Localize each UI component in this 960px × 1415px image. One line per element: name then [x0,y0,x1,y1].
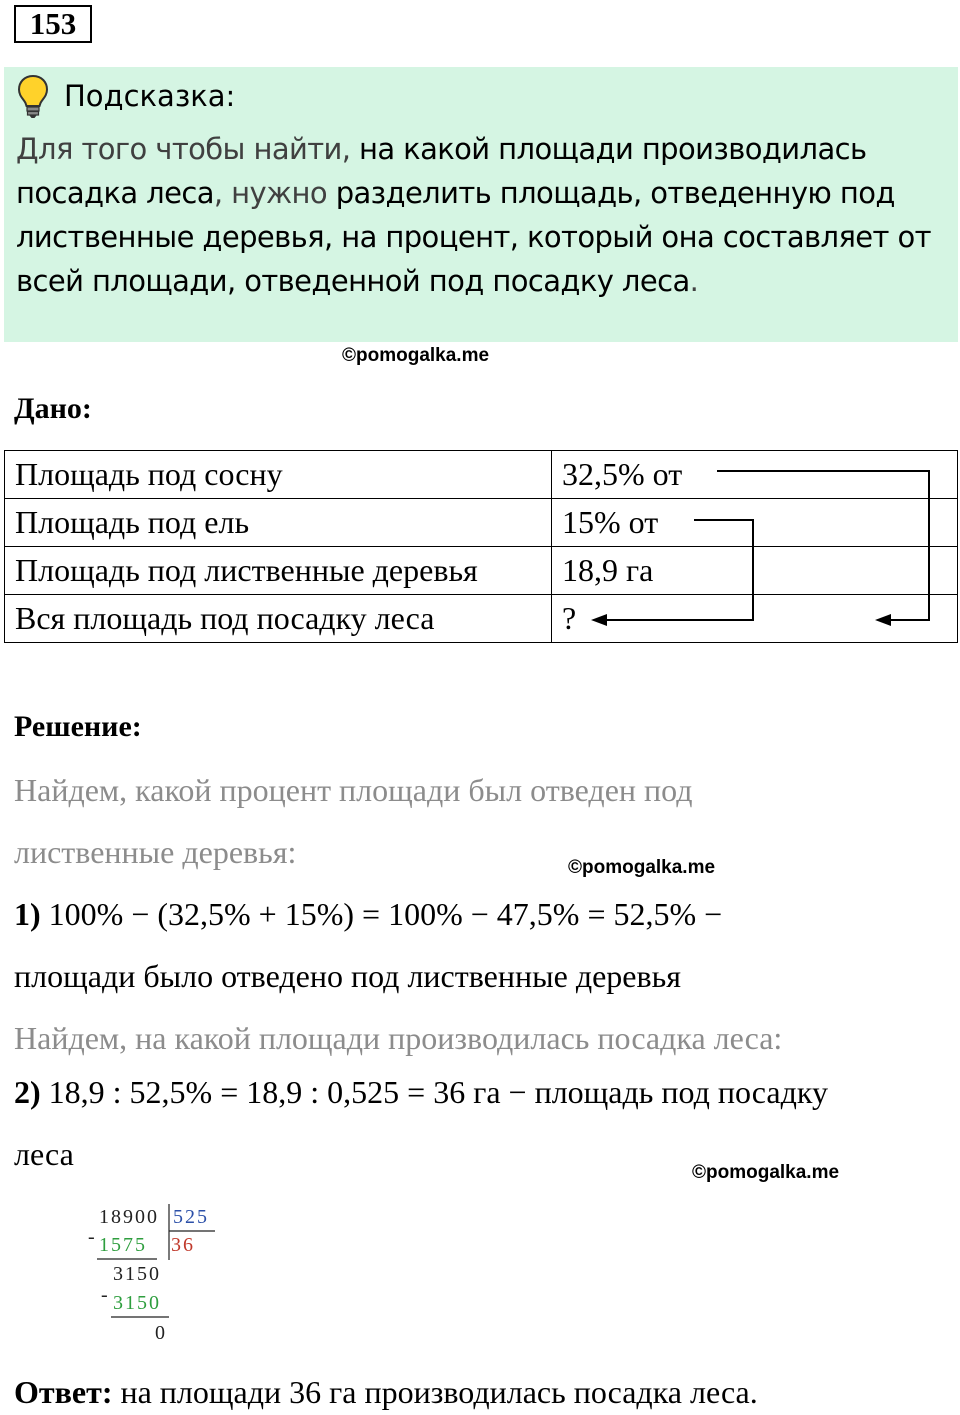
given-value: ? [552,595,958,643]
watermark: ©pomogalka.me [568,857,716,878]
step-2-continuation: леса [14,1136,74,1172]
division-divisor: 525 [173,1206,209,1228]
given-value: 32,5% от [552,451,958,499]
hint-text [16,127,936,303]
answer [14,1374,758,1411]
table-row [5,451,958,499]
hint-text-emphasis: разделить площадь, отведенную под лиственные деревья, на процент, который она составляет от всей площади, отведенной под посадку леса [16,176,931,298]
division-lines [85,1200,225,1350]
given-label: Площадь под ель [5,499,552,547]
step-1-expression: 100% − (32,5% + 15%) = 100% − 47,5% = 52,5% − [40,896,723,932]
hint-title: Подсказка: [64,79,236,113]
division-minus: - [101,1284,110,1306]
division-minus: - [88,1226,97,1248]
task-number: 153 [14,5,92,43]
division-subtrahend-2: 3150 [113,1292,161,1314]
hint-text-part: , нужно [213,176,336,210]
answer-text: на площади 36 га производилась посадка леса. [112,1374,758,1410]
division-quotient: 36 [171,1234,195,1256]
given-table [4,450,958,643]
solution-intro-1b: лиственные деревья: [14,834,297,870]
step-2-expression: 18,9 : 52,5% = 18,9 : 0,525 = 36 га − площадь под посадку [40,1074,828,1110]
division-subtrahend-1: 1575 [99,1234,147,1256]
hint-box [4,67,958,342]
long-division [85,1200,225,1350]
step-1-continuation: площади было отведено под лиственные деревья [14,958,681,994]
given-label: Площадь под сосну [5,451,552,499]
watermark: ©pomogalka.me [692,1162,840,1183]
hint-text-emphasis: на какой площади производилась посадка леса [16,132,867,210]
hint-text-part: Для того чтобы найти, [16,132,360,166]
lightbulb-icon [16,73,50,119]
step-1 [14,896,722,933]
given-heading: Дано: [14,392,92,425]
given-value: 18,9 га [552,547,958,595]
table-row [5,595,958,643]
given-label: Вся площадь под посадку леса [5,595,552,643]
step-2 [14,1074,828,1111]
given-value: 15% от [552,499,958,547]
solution-heading: Решение: [14,710,142,743]
division-remainder-1: 3150 [113,1263,161,1285]
answer-label: Ответ: [14,1374,113,1410]
division-result: 0 [155,1322,167,1344]
given-label: Площадь под лиственные деревья [5,547,552,595]
watermark: ©pomogalka.me [342,345,490,366]
table-row [5,547,958,595]
step-1-number: 1) [14,896,41,932]
step-2-number: 2) [14,1074,41,1110]
solution-intro-2: Найдем, на какой площади производилась посадка леса: [14,1020,783,1056]
table-row [5,499,958,547]
division-dividend: 18900 [99,1206,159,1228]
hint-text-part: . [689,264,699,298]
solution-intro-1a: Найдем, какой процент площади был отведен под [14,772,693,808]
